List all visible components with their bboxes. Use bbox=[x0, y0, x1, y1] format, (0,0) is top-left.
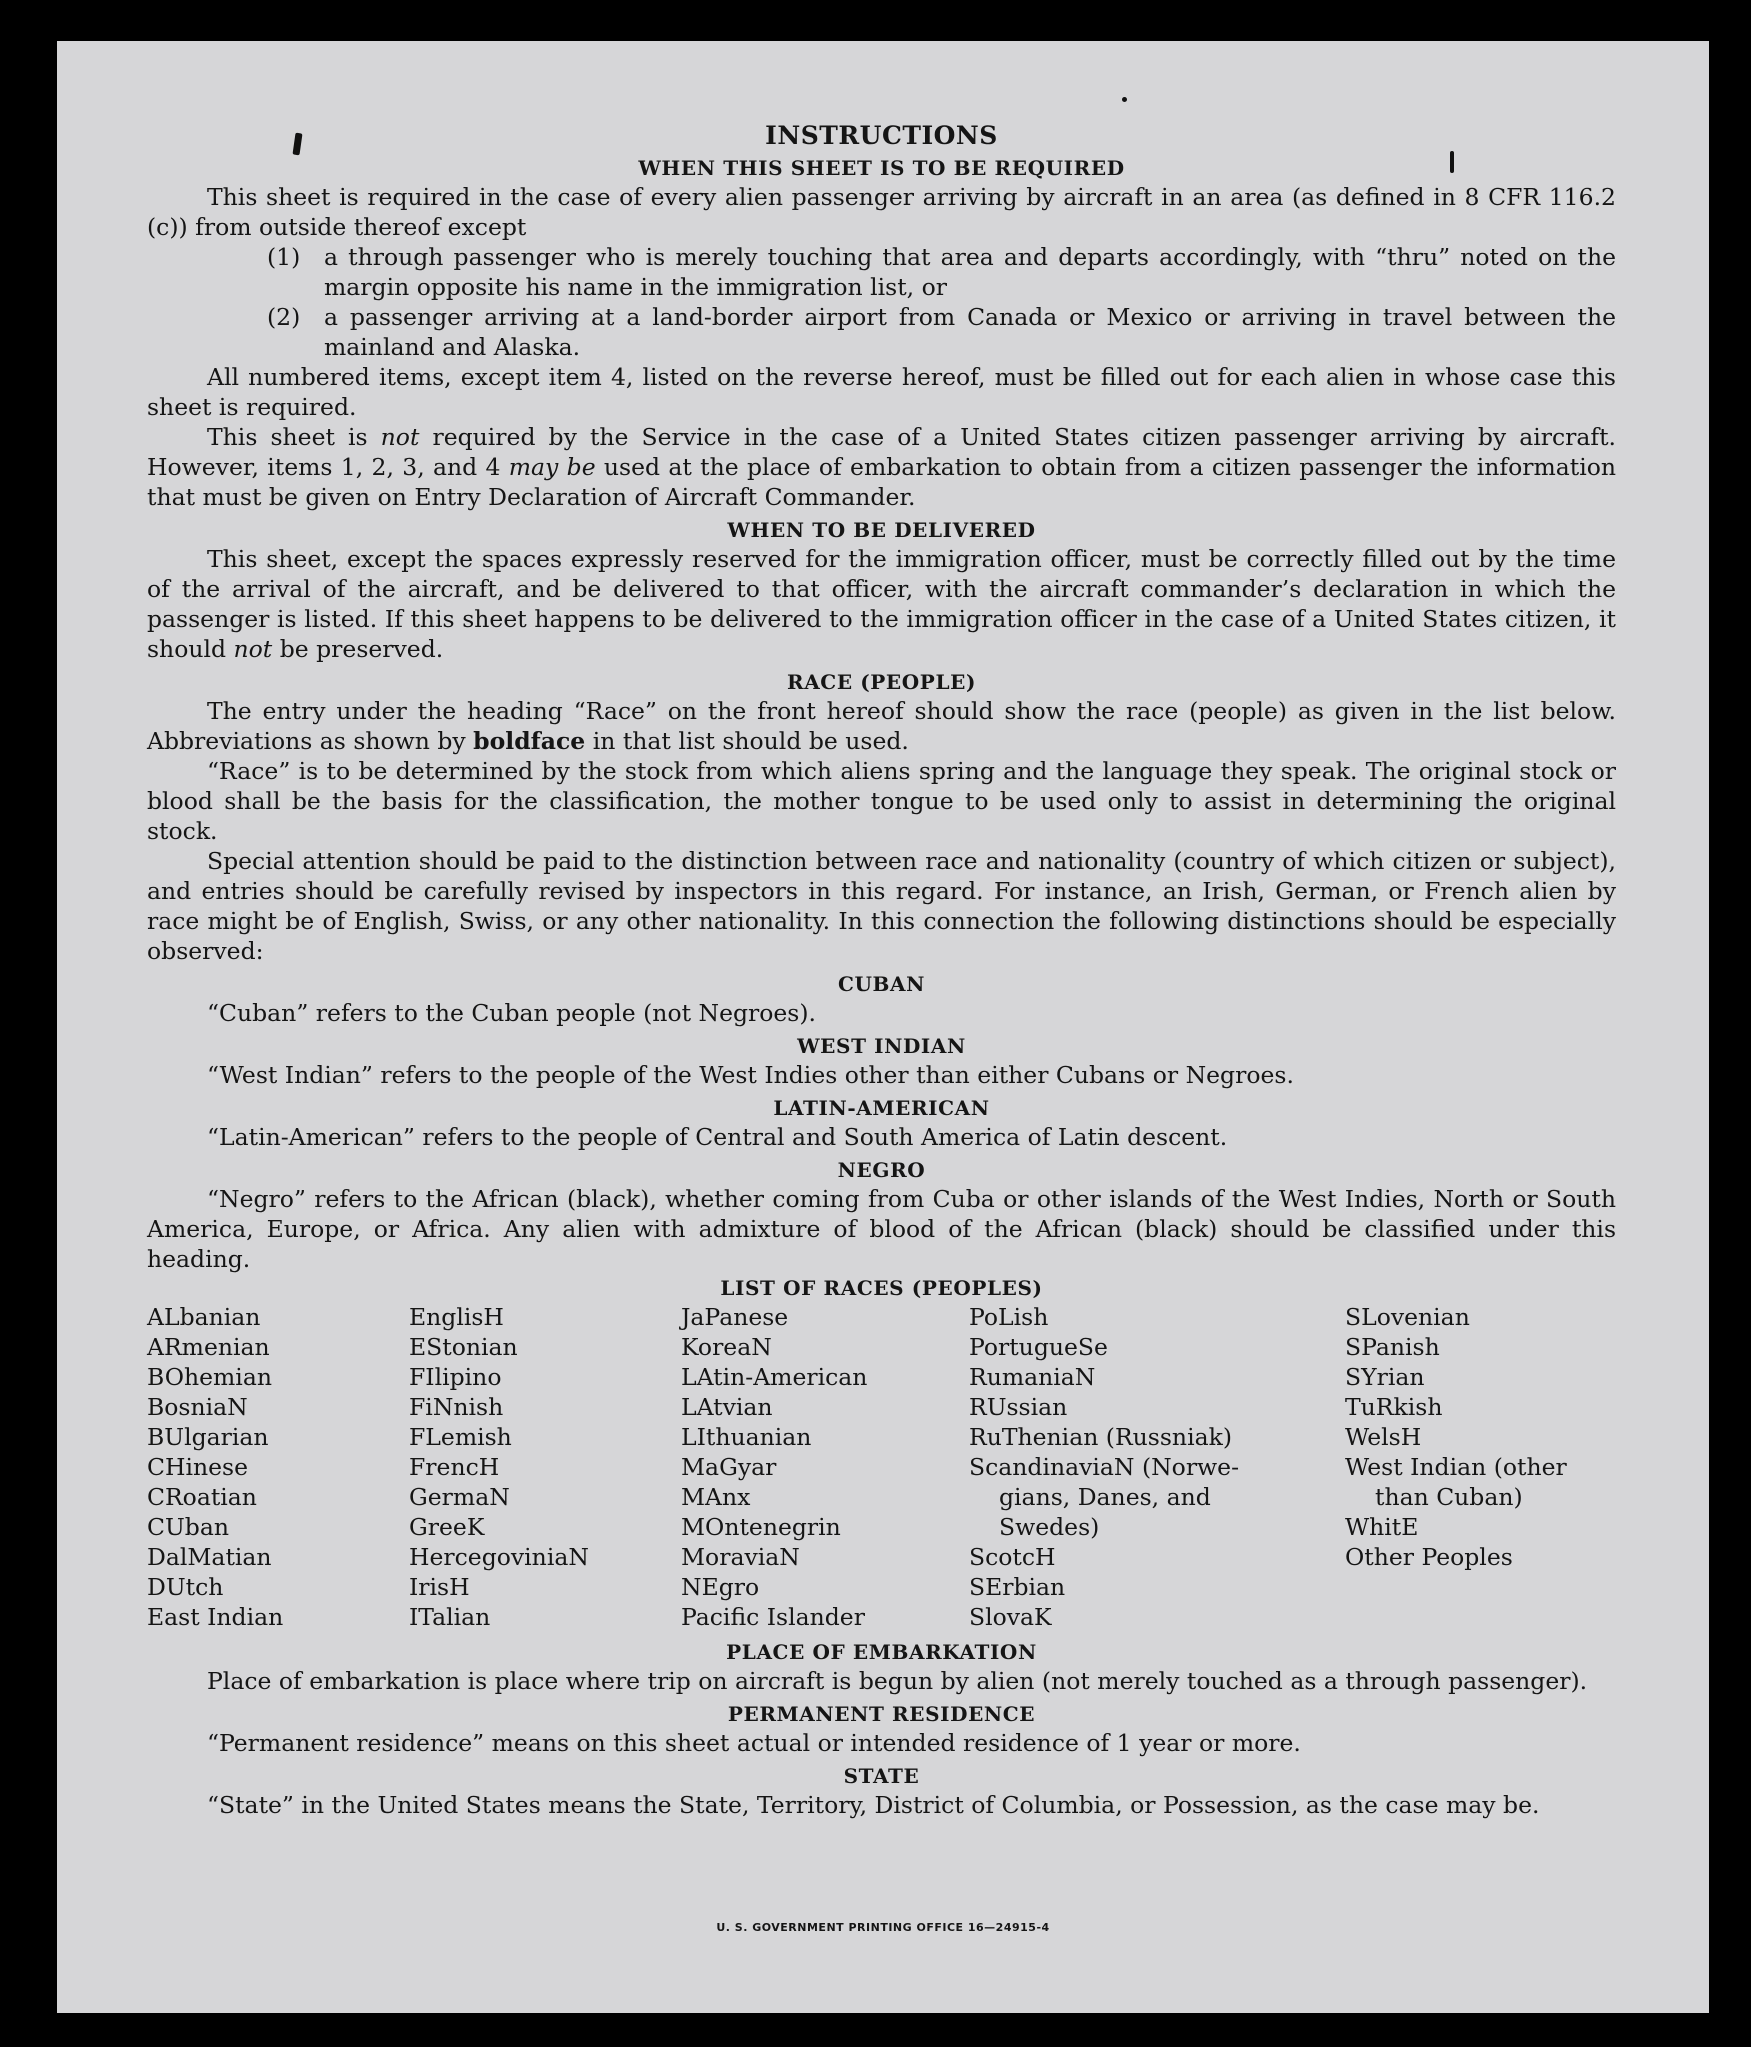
ink-mark bbox=[293, 133, 303, 156]
section-heading-delivered: WHEN TO BE DELIVERED bbox=[727, 518, 1036, 542]
printer-imprint: U. S. GOVERNMENT PRINTING OFFICE 16—24915-4 bbox=[716, 1921, 1050, 1934]
race-entry: East Indian bbox=[147, 1603, 284, 1631]
races-column bbox=[681, 1302, 969, 1632]
race-entry: FLemish bbox=[409, 1423, 512, 1451]
paragraph: “State” in the United States means the State, Territory, District of Columbia, or Possession, as the case may be. bbox=[207, 1791, 1540, 1819]
race-entry: DalMatian bbox=[147, 1543, 272, 1571]
section-heading-latin-american: LATIN-AMERICAN bbox=[773, 1096, 990, 1120]
ink-mark bbox=[1450, 151, 1454, 173]
race-entry-continued: than Cuban) bbox=[1375, 1483, 1523, 1511]
race-entry: LAtin-American bbox=[681, 1363, 868, 1391]
race-entry: West Indian (other bbox=[1345, 1453, 1567, 1481]
section-heading-embarkation: PLACE OF EMBARKATION bbox=[726, 1640, 1037, 1664]
race-entry-continued: Swedes) bbox=[999, 1513, 1100, 1541]
section-heading-races-list: LIST OF RACES (PEOPLES) bbox=[720, 1276, 1043, 1300]
races-column bbox=[1345, 1302, 1605, 1632]
race-entry: RUssian bbox=[969, 1393, 1068, 1421]
race-entry: SLovenian bbox=[1345, 1303, 1470, 1331]
race-entry: GreeK bbox=[409, 1513, 485, 1541]
race-entry: JaPanese bbox=[681, 1303, 789, 1331]
paragraph: Place of embarkation is place where trip on aircraft is begun by alien (not merely touched as a through passenger). bbox=[207, 1667, 1588, 1695]
instruction-sheet bbox=[57, 41, 1709, 2013]
race-entry: CRoatian bbox=[147, 1483, 257, 1511]
list-item-text: a passenger arriving at a land-border airport from Canada or Mexico or arriving in travel between the mainland and Alaska. bbox=[324, 303, 1616, 361]
race-entry: MaGyar bbox=[681, 1453, 777, 1481]
section-heading-west-indian: WEST INDIAN bbox=[797, 1034, 966, 1058]
race-entry: BosniaN bbox=[147, 1393, 248, 1421]
list-item-text: a through passenger who is merely touching that area and departs accordingly, with “thru” noted on the margin opposite his name in the immigration list, or bbox=[324, 243, 1616, 301]
race-entry-continued: gians, Danes, and bbox=[999, 1483, 1211, 1511]
paragraph: Special attention should be paid to the distinction between race and nationality (country of which citizen or subject), and entries should be carefully revised by inspectors in this regard. For instance, an Irish, German, or French alien by race might be of English, Swiss, or any other nationality. In this connection the following distinctions should be especially observed: bbox=[147, 847, 1616, 965]
paragraph: All numbered items, except item 4, listed on the reverse hereof, must be filled out for each alien in whose case this sheet is required. bbox=[147, 363, 1616, 421]
race-entry: DUtch bbox=[147, 1573, 224, 1601]
paragraph: “Latin-American” refers to the people of Central and South America of Latin descent. bbox=[207, 1123, 1228, 1151]
race-entry: BUlgarian bbox=[147, 1423, 269, 1451]
race-entry: SlovaK bbox=[969, 1603, 1052, 1631]
paragraph: This sheet is not required by the Service in the case of a United States citizen passenger arriving by aircraft. However, items 1, 2, 3, and 4 may be used at the place of embarkation to obtain from a citizen passenger the information that must be given on Entry Declaration of Aircraft Commander. bbox=[147, 423, 1616, 511]
races-column bbox=[409, 1302, 681, 1632]
paragraph: The entry under the heading “Race” on the front hereof should show the race (people) as given in the list below. Abbreviations as shown by boldface in that list should be used. bbox=[147, 697, 1616, 755]
race-entry: CHinese bbox=[147, 1453, 248, 1481]
race-entry: LAtvian bbox=[681, 1393, 773, 1421]
section-heading-negro: NEGRO bbox=[837, 1158, 926, 1182]
list-item-number: (1) bbox=[267, 243, 301, 271]
paragraph: “Race” is to be determined by the stock from which aliens spring and the language they speak. The original stock or blood shall be the basis for the classification, the mother tongue to be used only to assist in determining the original stock. bbox=[147, 757, 1616, 845]
paragraph: “Permanent residence” means on this sheet actual or intended residence of 1 year or more. bbox=[207, 1729, 1301, 1757]
race-entry: SPanish bbox=[1345, 1333, 1440, 1361]
paragraph: This sheet, except the spaces expressly reserved for the immigration officer, must be correctly filled out by the time of the arrival of the aircraft, and be delivered to that officer, with the aircraft commander’s declaration in which the passenger is listed. If this sheet happens to be delivered to the immigration officer in the case of a United States citizen, it should not be preserved. bbox=[147, 545, 1616, 663]
race-entry: FIlipino bbox=[409, 1363, 502, 1391]
ink-mark bbox=[1122, 97, 1127, 102]
race-entry: WelsH bbox=[1345, 1423, 1422, 1451]
race-entry: MoraviaN bbox=[681, 1543, 800, 1571]
list-item-number: (2) bbox=[267, 303, 301, 331]
race-entry: GermaN bbox=[409, 1483, 510, 1511]
race-entry: SYrian bbox=[1345, 1363, 1425, 1391]
race-entry: ScandinaviaN (Norwe- bbox=[969, 1453, 1240, 1481]
race-entry: EStonian bbox=[409, 1333, 518, 1361]
race-entry: ARmenian bbox=[147, 1333, 270, 1361]
race-entry: PortugueSe bbox=[969, 1333, 1108, 1361]
race-entry: ScotcH bbox=[969, 1543, 1056, 1571]
races-list bbox=[147, 1302, 1616, 1632]
race-entry: KoreaN bbox=[681, 1333, 772, 1361]
section-heading-residence: PERMANENT RESIDENCE bbox=[727, 1702, 1036, 1726]
paragraph: “Cuban” refers to the Cuban people (not Negroes). bbox=[207, 999, 817, 1027]
race-entry: RumaniaN bbox=[969, 1363, 1096, 1391]
paragraph: This sheet is required in the case of every alien passenger arriving by aircraft in an area (as defined in 8 CFR 116.2 (c)) from outside thereof except bbox=[147, 183, 1616, 241]
race-entry: FiNnish bbox=[409, 1393, 504, 1421]
paragraph: “West Indian” refers to the people of the West Indies other than either Cubans or Negroes. bbox=[207, 1061, 1294, 1089]
race-entry: MAnx bbox=[681, 1483, 751, 1511]
race-entry: TuRkish bbox=[1345, 1393, 1443, 1421]
section-heading-required: WHEN THIS SHEET IS TO BE REQUIRED bbox=[638, 156, 1125, 180]
race-entry: LIthuanian bbox=[681, 1423, 812, 1451]
race-entry: Pacific Islander bbox=[681, 1603, 865, 1631]
race-entry: MOntenegrin bbox=[681, 1513, 841, 1541]
race-entry: FrencH bbox=[409, 1453, 500, 1481]
list-item bbox=[267, 242, 1616, 302]
list-item bbox=[267, 302, 1616, 362]
race-entry: SErbian bbox=[969, 1573, 1066, 1601]
race-entry: EnglisH bbox=[409, 1303, 504, 1331]
race-entry: CUban bbox=[147, 1513, 229, 1541]
paragraph: “Negro” refers to the African (black), whether coming from Cuba or other islands of the West Indies, North or South America, Europe, or Africa. Any alien with admixture of blood of the African (black) should be classified under this heading. bbox=[147, 1185, 1616, 1273]
races-column bbox=[969, 1302, 1345, 1632]
race-entry: PoLish bbox=[969, 1303, 1049, 1331]
race-entry: HercegoviniaN bbox=[409, 1543, 589, 1571]
race-entry: RuThenian (Russniak) bbox=[969, 1423, 1232, 1451]
race-entry: BOhemian bbox=[147, 1363, 272, 1391]
section-heading-race: RACE (PEOPLE) bbox=[786, 670, 977, 694]
race-entry: NEgro bbox=[681, 1573, 760, 1601]
race-entry: Other Peoples bbox=[1345, 1543, 1513, 1571]
section-heading-state: STATE bbox=[843, 1764, 920, 1788]
race-entry: ITalian bbox=[409, 1603, 491, 1631]
race-entry: WhitE bbox=[1345, 1513, 1419, 1541]
race-entry: IrisH bbox=[409, 1573, 470, 1601]
races-column bbox=[147, 1302, 409, 1632]
page-title: INSTRUCTIONS bbox=[765, 121, 998, 150]
race-entry: ALbanian bbox=[147, 1303, 261, 1331]
section-heading-cuban: CUBAN bbox=[837, 972, 926, 996]
